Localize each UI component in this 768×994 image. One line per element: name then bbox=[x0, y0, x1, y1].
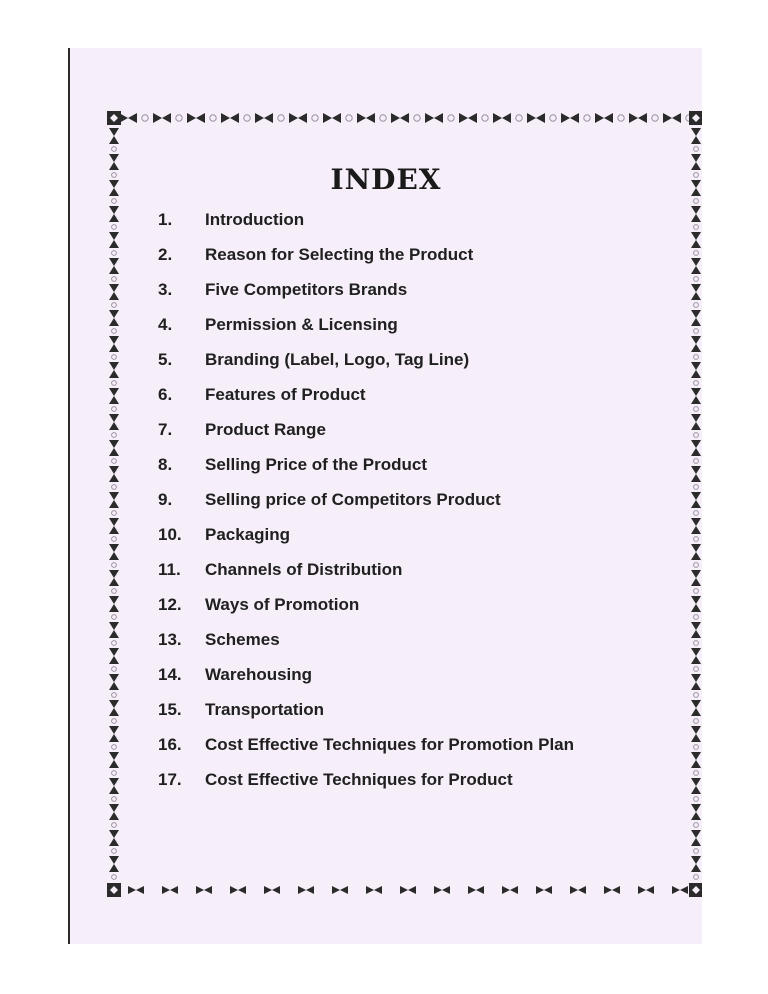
item-number: 15. bbox=[158, 700, 182, 719]
item-title: Packaging bbox=[205, 525, 291, 544]
item-number: 9. bbox=[158, 490, 173, 509]
item-title: Five Competitors Brands bbox=[205, 280, 408, 299]
item-title: Selling Price of the Product bbox=[205, 455, 427, 474]
item-number: 16. bbox=[158, 735, 182, 754]
item-number: 6. bbox=[158, 385, 173, 404]
item-title: Transportation bbox=[205, 700, 325, 719]
item-number: 3. bbox=[158, 280, 173, 299]
item-title: Ways of Promotion bbox=[205, 595, 360, 614]
page-title: INDEX bbox=[330, 163, 442, 196]
item-number: 11. bbox=[158, 560, 181, 579]
item-title: Cost Effective Techniques for Promotion Plan bbox=[205, 735, 575, 754]
item-title: Reason for Selecting the Product bbox=[205, 245, 474, 264]
item-title: Introduction bbox=[205, 210, 305, 229]
item-title: Channels of Distribution bbox=[205, 560, 403, 579]
item-number: 10. bbox=[158, 525, 182, 544]
item-number: 13. bbox=[158, 630, 182, 649]
item-title: Cost Effective Techniques for Product bbox=[205, 770, 513, 789]
item-number: 1. bbox=[158, 210, 173, 229]
item-number: 7. bbox=[158, 420, 173, 439]
item-number: 5. bbox=[158, 350, 173, 369]
item-title: Branding (Label, Logo, Tag Line) bbox=[205, 350, 470, 369]
item-number: 12. bbox=[158, 595, 182, 614]
item-title: Warehousing bbox=[205, 665, 313, 684]
item-number: 17. bbox=[158, 770, 182, 789]
item-number: 2. bbox=[158, 245, 173, 264]
item-title: Schemes bbox=[205, 630, 280, 649]
document-page bbox=[68, 48, 702, 944]
item-title: Permission & Licensing bbox=[205, 315, 398, 334]
item-title: Selling price of Competitors Product bbox=[205, 490, 501, 509]
item-title: Features of Product bbox=[205, 385, 366, 404]
item-title: Product Range bbox=[205, 420, 326, 439]
item-number: 14. bbox=[158, 665, 182, 684]
item-number: 4. bbox=[158, 315, 173, 334]
item-number: 8. bbox=[158, 455, 173, 474]
